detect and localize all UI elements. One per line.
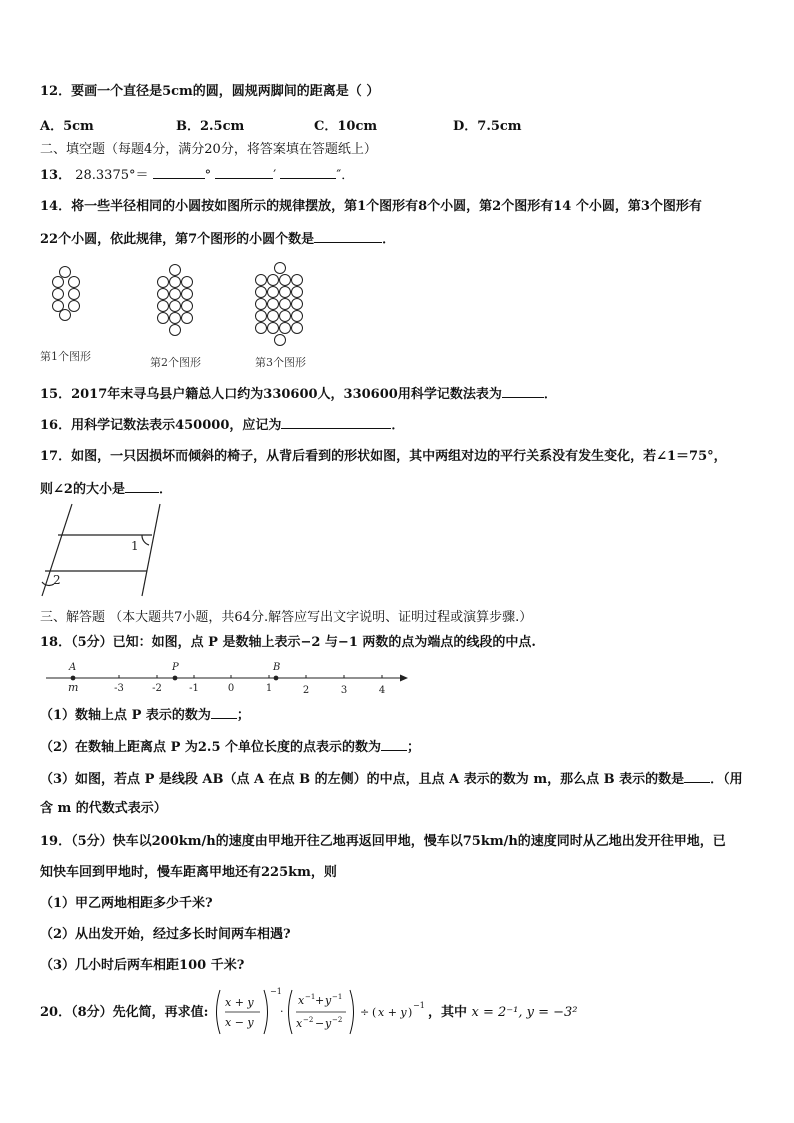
q15-end: ． (543, 387, 557, 402)
q18-part-1-end: ； (236, 708, 250, 723)
q18-tick-label: 2 (302, 685, 310, 696)
q19-part-1: （1）甲乙两地相距多少千米? (40, 896, 213, 911)
q17-line2-end: ． (158, 482, 172, 497)
svg-text:(: ( (372, 1006, 377, 1019)
q18-part-3-line2: 含 m 的代数式表示） (40, 801, 167, 816)
q20-prefix: 20．（8分）先化简，再求值: (40, 1005, 209, 1020)
q12-option-a: A．5cm (40, 119, 94, 134)
svg-text:−1: −1 (270, 987, 282, 996)
svg-text:x + y: x + y (378, 1006, 407, 1019)
q18-part-2-end: ； (407, 740, 421, 755)
q18-part-3-blank (684, 770, 710, 783)
q18-point-a-label: A (69, 662, 77, 673)
svg-text:): ) (408, 1006, 413, 1019)
q15-text: 15．2017年末寻乌县户籍总人口约为330600人，330600用科学记数法表为 (40, 387, 502, 402)
q18-tick-label: -2 (152, 683, 162, 694)
q18-point-b-label: B (273, 662, 281, 673)
q14-line2-text: 22个小圆，依此规律，第7个图形的小圆个数是 (40, 232, 315, 247)
q12-option-b: B．2.5cm (176, 119, 245, 134)
q14-caption-2: 第2个图形 (150, 356, 201, 369)
q17-answer-blank (125, 480, 159, 493)
svg-text:y: y (325, 1017, 332, 1030)
q20-fraction2-denominator: x (296, 1017, 303, 1030)
svg-text:−1: −1 (413, 1001, 425, 1010)
svg-text:−2: −2 (332, 1016, 343, 1024)
q17-angle-1-label: 1 (131, 539, 139, 553)
q19-part-3: （3）几小时后两车相距100 千米? (40, 958, 245, 973)
q18-part-1-text: （1）数轴上点 P 表示的数为 (40, 708, 211, 723)
q14-line1: 14．将一些半径相同的小圆按如图所示的规律摆放，第1个图形有8个小圆，第2个图形有14 个小圆，第3个图形有 (40, 199, 702, 214)
q16-answer-blank (281, 416, 391, 429)
svg-text:−1: −1 (305, 993, 316, 1001)
q18-m-label: m (68, 681, 79, 694)
q16-end: ． (391, 418, 405, 433)
q14-figure-3 (256, 263, 303, 346)
q18-part-3 (40, 770, 743, 789)
q17-line2-text: 则∠2的大小是 (40, 482, 125, 497)
q18-part-2-blank (381, 738, 407, 751)
q14-answer-blank (314, 230, 382, 243)
q14-figure-2 (158, 265, 193, 336)
q12-stem: 12．要画一个直径是5cm的圆，圆规两脚间的距离是（ ） (40, 84, 380, 99)
svg-text:+: + (315, 994, 325, 1007)
svg-text:y: y (325, 994, 332, 1007)
svg-text:−2: −2 (303, 1016, 314, 1024)
q20-tail-text: ，其中 (428, 1005, 468, 1020)
q20-tail (428, 1004, 578, 1022)
q12-option-c: C．10cm (314, 119, 378, 134)
q18-part-1-blank (211, 706, 237, 719)
q14-caption-3: 第3个图形 (255, 356, 306, 369)
q17-angle-2-label: 2 (53, 573, 61, 587)
q20-fraction1-denominator: x − y (225, 1016, 254, 1029)
q15 (40, 385, 557, 404)
q19-part-2: （2）从出发开始，经过多长时间两车相遇? (40, 927, 291, 942)
q19-line1: 19．（5分）快车以200km/h的速度由甲地开往乙地再返回甲地，慢车以75km/h的速度同时从乙地出发开往甲地，已 (40, 834, 726, 849)
q18-tick-label: 1 (265, 683, 273, 694)
q18-tick-label: 3 (340, 685, 348, 696)
q13-expression: 28.3375°＝ (75, 168, 149, 183)
q20-condition: x = 2⁻¹, y = −3² (471, 1005, 578, 1020)
q15-answer-blank (502, 385, 544, 398)
svg-text:−: − (315, 1017, 325, 1030)
q18-tick-label: -3 (114, 683, 124, 694)
q14-figure-1 (53, 267, 80, 321)
q18-part-2-text: （2）在数轴上距离点 P 为2.5 个单位长度的点表示的数为 (40, 740, 382, 755)
q18-number-line (40, 658, 410, 698)
q18-part-3-text: （3）如图，若点 P 是线段 AB（点 A 在点 B 的左侧）的中点，且点 A 表示的数为 m，那么点 B 表示的数是 (40, 772, 685, 787)
svg-text:÷: ÷ (360, 1006, 370, 1019)
q19-line2: 知快车回到甲地时，慢车距离甲地还有225km，则 (40, 865, 337, 880)
q16 (40, 416, 404, 435)
q13-second-blank (280, 166, 336, 179)
q17-chair-figure (36, 502, 166, 598)
q14-line2 (40, 230, 395, 249)
svg-text:·: · (280, 1005, 284, 1018)
q14-caption-1: 第1个图形 (40, 350, 91, 363)
q16-text: 16．用科学记数法表示450000，应记为 (40, 418, 282, 433)
section-2-heading: 二、填空题（每题4分，满分20分，将答案填在答题纸上） (40, 142, 377, 157)
q13-minute-sign: ′ (273, 168, 277, 183)
q17-line1: 17．如图，一只因损坏而倾斜的椅子，从背后看到的形状如图，其中两组对边的平行关系没有发生变化，若∠1＝75°， (40, 449, 727, 464)
q18-tick-label: 0 (227, 683, 235, 694)
q13-minute-blank (215, 166, 273, 179)
q18-stem: 18．（5分）已知：如图，点 P 是数轴上表示−2 与−1 两数的点为端点的线段的中点. (40, 635, 536, 650)
q18-point-p-label: P (172, 662, 179, 673)
q13-second-sign: ″． (336, 168, 355, 183)
q18-part-1 (40, 706, 250, 725)
svg-text:−1: −1 (332, 993, 343, 1001)
q18-part-2 (40, 738, 420, 757)
q14-line2-end: ． (382, 232, 396, 247)
q14-circle-figures (40, 262, 320, 352)
q20-fraction1-numerator: x + y (225, 996, 254, 1009)
q13-number: 13． (40, 168, 72, 183)
q18-tick-label: -1 (189, 683, 199, 694)
q17-line2 (40, 480, 172, 499)
q18-part-3-end: ．（用 (710, 772, 743, 787)
q13-degree-blank (153, 166, 205, 179)
q18-tick-label: 4 (378, 685, 386, 696)
q13-degree-sign: ° (204, 168, 212, 183)
section-3-heading: 三、解答题 （本大题共7小题，共64分.解答应写出文字说明、证明过程或演算步骤.） (40, 610, 533, 625)
q12-option-d: D．7.5cm (453, 119, 522, 134)
q13 (40, 166, 354, 185)
q20-fraction2-numerator: x (298, 994, 305, 1007)
q20-expression (212, 986, 442, 1038)
